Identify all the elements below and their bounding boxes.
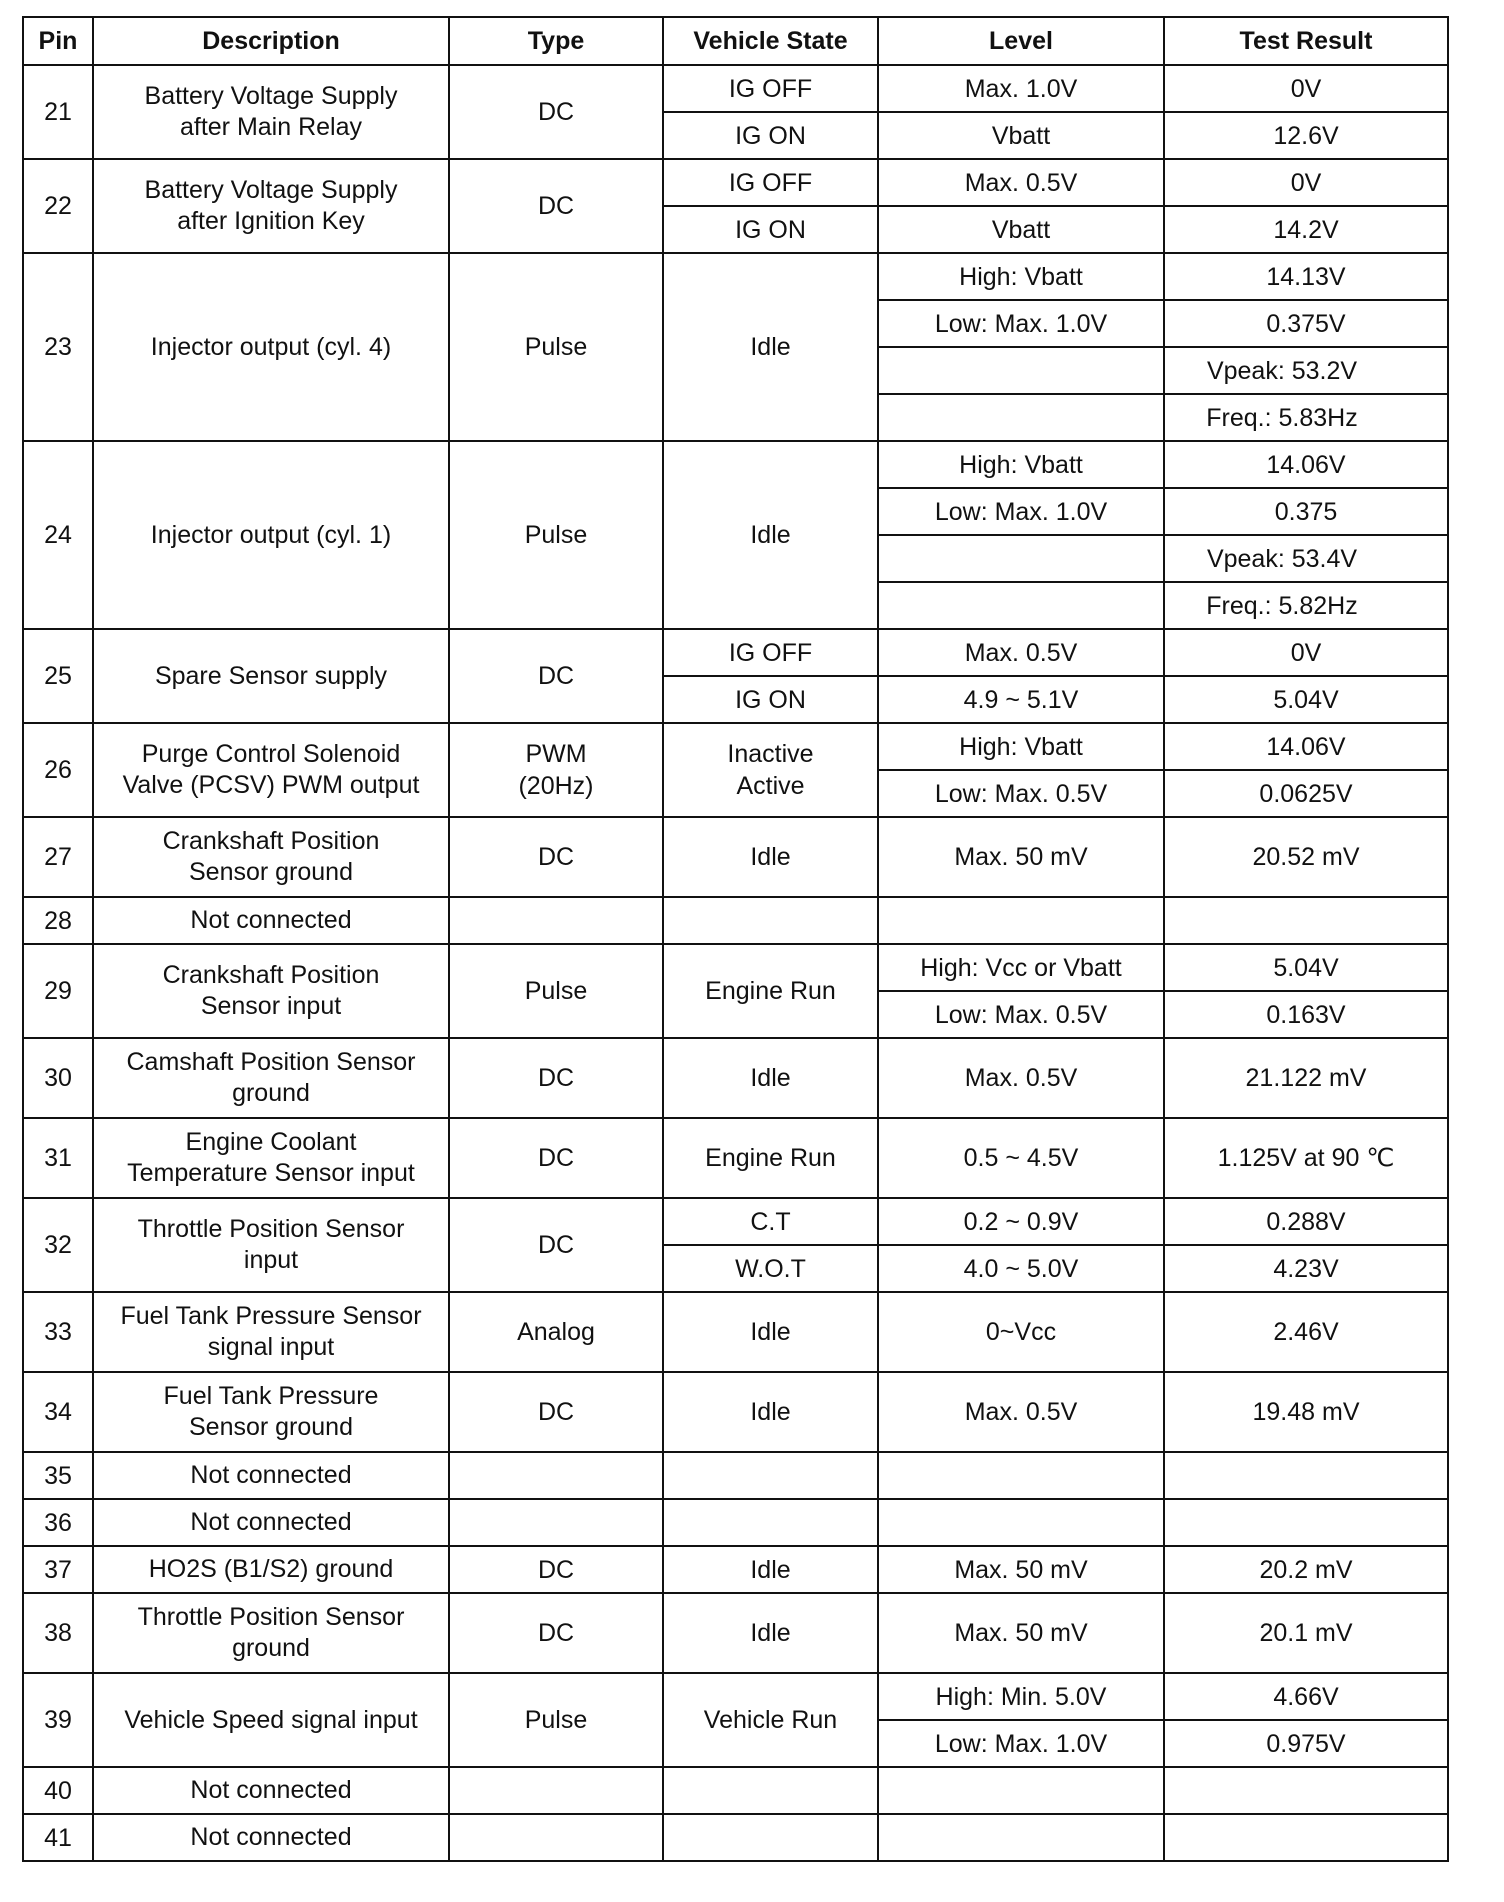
test-result-cell: 14.13V	[1164, 253, 1448, 300]
pin-cell: 30	[23, 1038, 93, 1118]
vehicle-state-line: Engine Run	[705, 1144, 836, 1172]
description-line: Not connected	[190, 1776, 352, 1804]
pin-cell: 22	[23, 159, 93, 253]
type-line: Pulse	[524, 977, 588, 1005]
type-cell	[449, 159, 663, 253]
table-row	[23, 1673, 1448, 1720]
level-cell: High: Vcc or Vbatt	[878, 944, 1164, 991]
pin-cell: 41	[23, 1814, 93, 1861]
description-cell	[93, 1767, 449, 1814]
description-cell	[93, 1292, 449, 1372]
level-cell: Vbatt	[878, 206, 1164, 253]
description-line: Not connected	[190, 1508, 352, 1536]
level-cell: Max. 50 mV	[878, 1546, 1164, 1593]
vehicle-state-cell	[663, 1814, 878, 1861]
description-line: Fuel Tank Pressure Sensor	[120, 1302, 422, 1330]
type-cell	[449, 723, 663, 817]
header-level: Level	[878, 17, 1164, 65]
vehicle-state-cell	[663, 1767, 878, 1814]
level-cell: Max. 0.5V	[878, 1038, 1164, 1118]
table-row	[23, 1452, 1448, 1499]
vehicle-state-line: Engine Run	[705, 977, 836, 1005]
description-line: Battery Voltage Supply	[144, 82, 398, 110]
type-cell	[449, 1546, 663, 1593]
test-result-cell: 1.125V at 90 ℃	[1164, 1118, 1448, 1198]
type-line: DC	[537, 98, 575, 126]
vehicle-state-cell	[663, 723, 878, 817]
description-line: Camshaft Position Sensor	[126, 1048, 416, 1076]
vehicle-state-line: Idle	[750, 1398, 791, 1426]
description-cell	[93, 944, 449, 1038]
table-row	[23, 897, 1448, 944]
test-result-cell: 0V	[1164, 159, 1448, 206]
description-line: Throttle Position Sensor	[137, 1603, 405, 1631]
description-line: after Ignition Key	[177, 207, 365, 235]
type-line: DC	[537, 1398, 575, 1426]
description-line: Injector output (cyl. 1)	[150, 520, 392, 549]
vehicle-state-cell	[663, 897, 878, 944]
type-cell	[449, 1673, 663, 1767]
type-cell	[449, 253, 663, 441]
pin-cell: 37	[23, 1546, 93, 1593]
vehicle-state-cell	[663, 1118, 878, 1198]
pin-test-table	[22, 16, 1449, 1862]
description-line: Engine Coolant	[185, 1128, 357, 1156]
type-cell	[449, 441, 663, 629]
test-result-cell: 4.23V	[1164, 1245, 1448, 1292]
table-row	[23, 65, 1448, 112]
level-cell: Low: Max. 0.5V	[878, 770, 1164, 817]
test-result-cell: Vpeak: 53.2V	[1164, 347, 1448, 394]
vehicle-state-line: Idle	[750, 333, 791, 361]
table-row	[23, 1118, 1448, 1198]
level-cell: Max. 0.5V	[878, 1372, 1164, 1452]
level-cell: 4.0 ~ 5.0V	[878, 1245, 1164, 1292]
description-cell	[93, 1452, 449, 1499]
description-line: Sensor ground	[188, 1413, 353, 1441]
vehicle-state-cell: IG OFF	[663, 159, 878, 206]
level-cell	[878, 1767, 1164, 1814]
type-cell	[449, 1452, 663, 1499]
vehicle-state-cell	[663, 817, 878, 897]
vehicle-state-cell: C.T	[663, 1198, 878, 1245]
description-cell	[93, 65, 449, 159]
vehicle-state-cell	[663, 1546, 878, 1593]
level-cell	[878, 582, 1164, 629]
test-result-cell	[1164, 1814, 1448, 1861]
description-cell	[93, 1673, 449, 1767]
vehicle-state-cell	[663, 944, 878, 1038]
description-line: Valve (PCSV) PWM output	[122, 771, 420, 799]
description-line: Temperature Sensor input	[127, 1159, 415, 1187]
type-line: DC	[537, 1231, 575, 1259]
description-line: Not connected	[190, 1823, 352, 1851]
vehicle-state-cell: IG OFF	[663, 629, 878, 676]
test-result-cell: 12.6V	[1164, 112, 1448, 159]
pin-cell: 26	[23, 723, 93, 817]
description-line: Crankshaft Position	[162, 827, 380, 855]
level-cell	[878, 1814, 1164, 1861]
level-cell: Max. 1.0V	[878, 65, 1164, 112]
header-description: Description	[93, 17, 449, 65]
vehicle-state-line: Idle	[750, 1318, 791, 1346]
type-line: Pulse	[524, 1706, 588, 1734]
test-result-cell: 0.375V	[1164, 300, 1448, 347]
test-result-cell: 5.04V	[1164, 944, 1448, 991]
table-row	[23, 1767, 1448, 1814]
type-cell	[449, 1499, 663, 1546]
level-cell: Max. 0.5V	[878, 159, 1164, 206]
type-cell	[449, 1118, 663, 1198]
pin-cell: 23	[23, 253, 93, 441]
type-line: DC	[537, 1555, 575, 1584]
vehicle-state-line: Idle	[750, 843, 791, 871]
type-cell	[449, 897, 663, 944]
level-cell	[878, 394, 1164, 441]
test-result-cell: 21.122 mV	[1164, 1038, 1448, 1118]
table-row	[23, 817, 1448, 897]
level-cell: 0.5 ~ 4.5V	[878, 1118, 1164, 1198]
type-line: DC	[537, 1144, 575, 1172]
level-cell: Low: Max. 1.0V	[878, 488, 1164, 535]
type-cell	[449, 1198, 663, 1292]
table-row	[23, 1038, 1448, 1118]
table-row	[23, 441, 1448, 488]
pin-cell: 33	[23, 1292, 93, 1372]
pin-cell: 28	[23, 897, 93, 944]
test-result-cell: 4.66V	[1164, 1673, 1448, 1720]
pin-cell: 34	[23, 1372, 93, 1452]
pin-cell: 40	[23, 1767, 93, 1814]
header-pin: Pin	[23, 17, 93, 65]
level-cell: Low: Max. 1.0V	[878, 300, 1164, 347]
vehicle-state-cell: IG ON	[663, 112, 878, 159]
table-row	[23, 1593, 1448, 1673]
vehicle-state-line: Vehicle Run	[703, 1706, 838, 1734]
level-cell	[878, 347, 1164, 394]
level-cell: Max. 50 mV	[878, 817, 1164, 897]
level-cell: Low: Max. 1.0V	[878, 1720, 1164, 1767]
description-line: ground	[232, 1079, 310, 1107]
header-vehicle-state: Vehicle State	[663, 17, 878, 65]
description-cell	[93, 1546, 449, 1593]
description-line: Battery Voltage Supply	[144, 176, 398, 204]
vehicle-state-cell	[663, 1372, 878, 1452]
description-cell	[93, 441, 449, 629]
vehicle-state-line: Idle	[750, 1064, 791, 1092]
description-cell	[93, 1814, 449, 1861]
description-line: Throttle Position Sensor	[137, 1215, 405, 1243]
test-result-cell	[1164, 1767, 1448, 1814]
pin-cell: 27	[23, 817, 93, 897]
vehicle-state-cell	[663, 253, 878, 441]
type-cell	[449, 1767, 663, 1814]
header-test-result: Test Result	[1164, 17, 1448, 65]
description-line: Fuel Tank Pressure	[163, 1382, 379, 1410]
description-line: input	[243, 1246, 299, 1274]
description-line: Sensor ground	[188, 858, 353, 886]
vehicle-state-line: Inactive	[727, 740, 814, 768]
test-result-cell: 20.2 mV	[1164, 1546, 1448, 1593]
test-result-cell: 19.48 mV	[1164, 1372, 1448, 1452]
table-row	[23, 1372, 1448, 1452]
type-cell	[449, 1372, 663, 1452]
description-line: Not connected	[190, 906, 352, 934]
type-line: Pulse	[524, 333, 588, 361]
description-cell	[93, 253, 449, 441]
vehicle-state-cell: IG ON	[663, 206, 878, 253]
type-line: DC	[537, 1064, 575, 1092]
description-cell	[93, 1593, 449, 1673]
type-cell	[449, 1593, 663, 1673]
vehicle-state-cell: IG OFF	[663, 65, 878, 112]
description-cell	[93, 897, 449, 944]
description-line: HO2S (B1/S2) ground	[148, 1555, 394, 1583]
vehicle-state-cell: W.O.T	[663, 1245, 878, 1292]
description-cell	[93, 1499, 449, 1546]
vehicle-state-line: Active	[736, 772, 805, 800]
type-line: PWM	[525, 740, 587, 768]
vehicle-state-line: Idle	[750, 1555, 791, 1584]
test-result-cell: 14.06V	[1164, 723, 1448, 770]
pin-cell: 25	[23, 629, 93, 723]
test-result-cell: 20.1 mV	[1164, 1593, 1448, 1673]
header-row	[23, 17, 1448, 65]
type-line: Pulse	[524, 521, 588, 549]
test-result-cell: 0.288V	[1164, 1198, 1448, 1245]
level-cell: Vbatt	[878, 112, 1164, 159]
description-cell	[93, 1038, 449, 1118]
level-cell	[878, 535, 1164, 582]
description-cell	[93, 1372, 449, 1452]
pin-cell: 29	[23, 944, 93, 1038]
pin-cell: 35	[23, 1452, 93, 1499]
type-cell	[449, 65, 663, 159]
test-result-cell: 14.06V	[1164, 441, 1448, 488]
level-cell: 0.2 ~ 0.9V	[878, 1198, 1164, 1245]
type-cell	[449, 1038, 663, 1118]
table-row	[23, 159, 1448, 206]
type-line: DC	[537, 843, 575, 871]
description-line: ground	[232, 1634, 310, 1662]
description-line: after Main Relay	[179, 113, 363, 141]
description-line: Purge Control Solenoid	[141, 740, 401, 768]
table-row	[23, 1499, 1448, 1546]
vehicle-state-cell	[663, 1038, 878, 1118]
type-line: DC	[537, 192, 575, 220]
table-row	[23, 723, 1448, 770]
test-result-cell: 0.375	[1164, 488, 1448, 535]
vehicle-state-cell	[663, 1593, 878, 1673]
type-line: (20Hz)	[518, 772, 594, 800]
header-type: Type	[449, 17, 663, 65]
description-line: Crankshaft Position	[162, 961, 380, 989]
pin-cell: 31	[23, 1118, 93, 1198]
level-cell: High: Vbatt	[878, 253, 1164, 300]
description-cell	[93, 1118, 449, 1198]
level-cell	[878, 897, 1164, 944]
table-row	[23, 1198, 1448, 1245]
table-row	[23, 629, 1448, 676]
vehicle-state-cell: IG ON	[663, 676, 878, 723]
type-line: DC	[537, 662, 575, 690]
description-line: Injector output (cyl. 4)	[150, 332, 392, 361]
level-cell: 4.9 ~ 5.1V	[878, 676, 1164, 723]
test-result-cell: 0.163V	[1164, 991, 1448, 1038]
type-line: DC	[537, 1619, 575, 1647]
description-line: Spare Sensor supply	[154, 661, 388, 690]
test-result-cell: 0V	[1164, 65, 1448, 112]
description-cell	[93, 629, 449, 723]
test-result-cell: Freq.: 5.82Hz	[1164, 582, 1448, 629]
level-cell	[878, 1452, 1164, 1499]
table-row	[23, 944, 1448, 991]
type-cell	[449, 1292, 663, 1372]
level-cell	[878, 1499, 1164, 1546]
description-cell	[93, 159, 449, 253]
description-cell	[93, 1198, 449, 1292]
type-cell	[449, 1814, 663, 1861]
table-row	[23, 1292, 1448, 1372]
test-result-cell: 20.52 mV	[1164, 817, 1448, 897]
type-cell	[449, 629, 663, 723]
description-line: Vehicle Speed signal input	[124, 1705, 418, 1734]
type-cell	[449, 944, 663, 1038]
type-cell	[449, 817, 663, 897]
vehicle-state-cell	[663, 1292, 878, 1372]
level-cell: 0~Vcc	[878, 1292, 1164, 1372]
vehicle-state-cell	[663, 1452, 878, 1499]
table-row	[23, 253, 1448, 300]
description-cell	[93, 817, 449, 897]
level-cell: Low: Max. 0.5V	[878, 991, 1164, 1038]
table-body	[23, 65, 1448, 1861]
test-result-cell: Freq.: 5.83Hz	[1164, 394, 1448, 441]
test-result-cell: 0.975V	[1164, 1720, 1448, 1767]
pin-cell: 39	[23, 1673, 93, 1767]
test-result-cell	[1164, 1452, 1448, 1499]
description-cell	[93, 723, 449, 817]
test-result-cell	[1164, 1499, 1448, 1546]
description-line: Not connected	[190, 1461, 352, 1489]
level-cell: High: Min. 5.0V	[878, 1673, 1164, 1720]
vehicle-state-cell	[663, 441, 878, 629]
type-line: Analog	[517, 1318, 595, 1346]
table-row	[23, 1814, 1448, 1861]
description-line: Sensor input	[200, 992, 342, 1020]
test-result-cell: 5.04V	[1164, 676, 1448, 723]
test-result-cell: 14.2V	[1164, 206, 1448, 253]
test-result-cell	[1164, 897, 1448, 944]
table-row	[23, 1546, 1448, 1593]
test-result-cell: 0.0625V	[1164, 770, 1448, 817]
vehicle-state-line: Idle	[750, 521, 791, 549]
vehicle-state-cell	[663, 1673, 878, 1767]
test-result-cell: 0V	[1164, 629, 1448, 676]
test-result-cell: Vpeak: 53.4V	[1164, 535, 1448, 582]
pin-cell: 38	[23, 1593, 93, 1673]
level-cell: High: Vbatt	[878, 723, 1164, 770]
pin-cell: 32	[23, 1198, 93, 1292]
description-line: signal input	[207, 1333, 335, 1361]
table-header	[23, 17, 1448, 65]
pin-cell: 21	[23, 65, 93, 159]
pin-cell: 24	[23, 441, 93, 629]
vehicle-state-line: Idle	[750, 1619, 791, 1647]
level-cell: Max. 50 mV	[878, 1593, 1164, 1673]
pin-cell: 36	[23, 1499, 93, 1546]
test-result-cell: 2.46V	[1164, 1292, 1448, 1372]
level-cell: Max. 0.5V	[878, 629, 1164, 676]
vehicle-state-cell	[663, 1499, 878, 1546]
level-cell: High: Vbatt	[878, 441, 1164, 488]
